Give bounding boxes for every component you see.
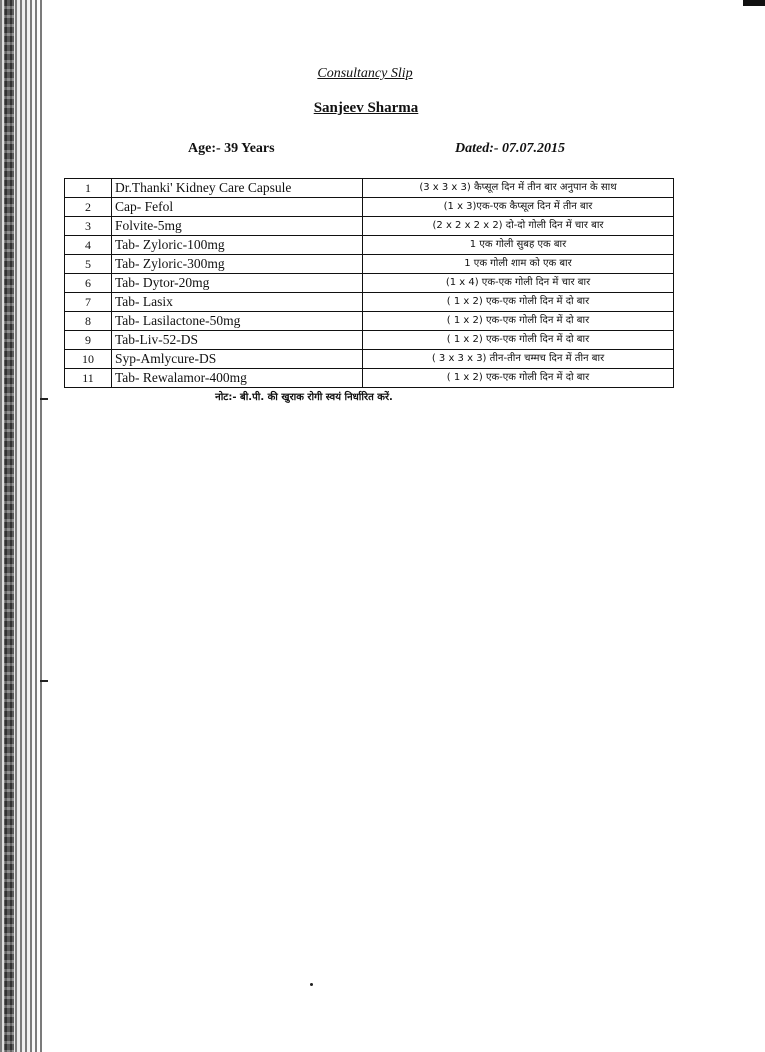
medicine-name: Folvite-5mg (112, 217, 363, 236)
dosage: (1 x 4) एक-एक गोली दिन में चार बार (363, 274, 674, 293)
scan-corner-mark (743, 0, 765, 6)
table-row (65, 255, 674, 274)
row-number: 11 (65, 369, 112, 388)
scan-edge-artifact-dark (4, 0, 14, 1052)
table-row (65, 198, 674, 217)
slip-title: Consultancy Slip (317, 66, 413, 81)
row-number: 4 (65, 236, 112, 255)
dosage: ( 3 x 3 x 3) तीन-तीन चम्मच दिन में तीन बार (363, 350, 674, 369)
table-row (65, 369, 674, 388)
medicine-name: Cap- Fefol (112, 198, 363, 217)
row-number: 6 (65, 274, 112, 293)
dosage: (2 x 2 x 2 x 2) दो-दो गोली दिन में चार बार (363, 217, 674, 236)
table-row (65, 236, 674, 255)
patient-age: Age:- 39 Years (188, 141, 275, 156)
scan-speck (310, 983, 313, 986)
medicine-name: Tab- Zyloric-100mg (112, 236, 363, 255)
patient-name: Sanjeev Sharma (313, 100, 419, 116)
medicine-name: Tab- Zyloric-300mg (112, 255, 363, 274)
row-number: 9 (65, 331, 112, 350)
dosage: ( 1 x 2) एक-एक गोली दिन में दो बार (363, 293, 674, 312)
scan-speck (40, 680, 48, 682)
scan-speck (40, 398, 48, 400)
dosage: (3 x 3 x 3) कैप्सूल दिन में तीन बार अनुपान के साथ (363, 179, 674, 198)
prescription-table (64, 178, 674, 388)
row-number: 5 (65, 255, 112, 274)
row-number: 2 (65, 198, 112, 217)
row-number: 10 (65, 350, 112, 369)
medicine-name: Tab- Lasilactone-50mg (112, 312, 363, 331)
row-number: 8 (65, 312, 112, 331)
medicine-name: Syp-Amlycure-DS (112, 350, 363, 369)
table-row (65, 217, 674, 236)
medicine-name: Tab- Dytor-20mg (112, 274, 363, 293)
dosage: ( 1 x 2) एक-एक गोली दिन में दो बार (363, 369, 674, 388)
row-number: 1 (65, 179, 112, 198)
dosage: 1 एक गोली शाम को एक बार (363, 255, 674, 274)
dosage: 1 एक गोली सुबह एक बार (363, 236, 674, 255)
medicine-name: Dr.Thanki' Kidney Care Capsule (112, 179, 363, 198)
slip-date: Dated:- 07.07.2015 (455, 141, 566, 156)
bp-dosage-note: नोट:- बी.पी. की खुराक रोगी स्वयं निर्धारित करें. (215, 392, 393, 403)
table-row (65, 350, 674, 369)
table-row (65, 331, 674, 350)
table-row (65, 274, 674, 293)
medicine-name: Tab- Lasix (112, 293, 363, 312)
dosage: (1 x 3)एक-एक कैप्सूल दिन में तीन बार (363, 198, 674, 217)
dosage: ( 1 x 2) एक-एक गोली दिन में दो बार (363, 312, 674, 331)
table-row (65, 179, 674, 198)
medicine-name: Tab-Liv-52-DS (112, 331, 363, 350)
row-number: 7 (65, 293, 112, 312)
medicine-name: Tab- Rewalamor-400mg (112, 369, 363, 388)
dosage: ( 1 x 2) एक-एक गोली दिन में दो बार (363, 331, 674, 350)
row-number: 3 (65, 217, 112, 236)
table-row (65, 293, 674, 312)
table-row (65, 312, 674, 331)
